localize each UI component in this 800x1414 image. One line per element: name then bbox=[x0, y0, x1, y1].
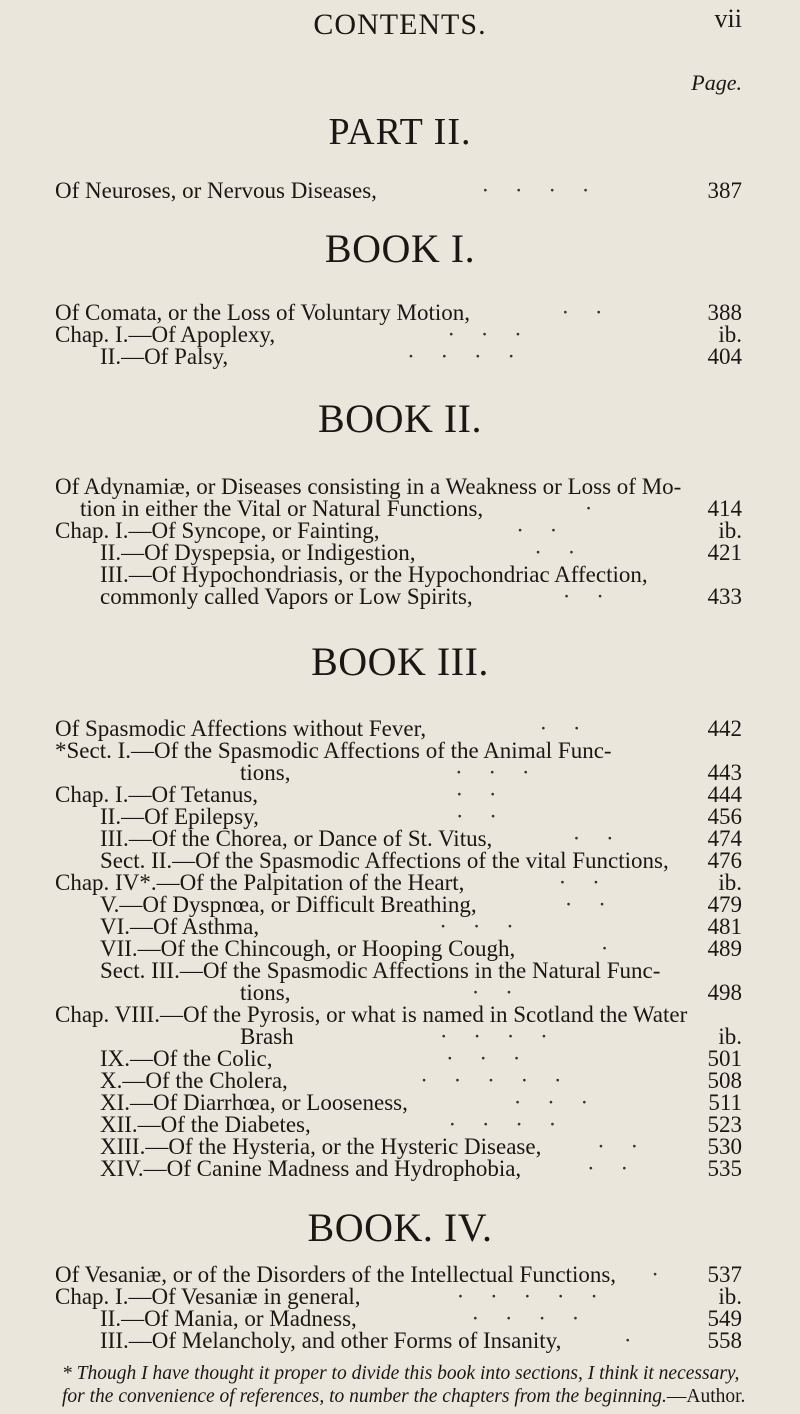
toc-entry: Of Vesaniæ, or of the Disorders of the Intellectual Functions, · 537 bbox=[55, 1262, 742, 1287]
toc-entry-page: 387 bbox=[707, 178, 742, 203]
toc-entry-page: 511 bbox=[708, 1090, 742, 1115]
toc-entry-text: III.—Of Melancholy, and other Forms of Insanity, bbox=[100, 1328, 562, 1353]
toc-entry-page: 549 bbox=[707, 1306, 742, 1331]
toc-entry: IX.—Of the Colic, · · · 501 bbox=[100, 1046, 742, 1071]
page-column-label: Page. bbox=[691, 70, 742, 95]
toc-entry-page: 442 bbox=[707, 716, 742, 741]
toc-entry-page: 558 bbox=[707, 1328, 742, 1353]
toc-entry: commonly called Vapors or Low Spirits, · · 433 bbox=[100, 584, 742, 609]
toc-entry: V.—Of Dyspnœa, or Difficult Breathing, · · 479 bbox=[100, 892, 742, 917]
toc-entry-text: XII.—Of the Diabetes, bbox=[100, 1112, 311, 1137]
toc-entry: VI.—Of Asthma, · · · 481 bbox=[100, 914, 742, 939]
toc-entry: tions, · · · 443 bbox=[240, 760, 742, 785]
toc-entry-text: Of Neuroses, or Nervous Diseases, bbox=[55, 178, 377, 203]
toc-entry-text: VI.—Of Asthma, bbox=[100, 914, 260, 939]
toc-entry: Chap. I.—Of Tetanus, · · 444 bbox=[55, 782, 742, 807]
toc-entry-page: 474 bbox=[707, 826, 742, 851]
toc-entry: Chap. IV*.—Of the Palpitation of the Heart, · · ib. bbox=[55, 870, 742, 895]
toc-entry-text: IX.—Of the Colic, bbox=[100, 1046, 273, 1071]
toc-entry-text: II.—Of Mania, or Madness, bbox=[100, 1306, 357, 1331]
toc-entry-text: XI.—Of Diarrhœa, or Looseness, bbox=[100, 1090, 408, 1115]
toc-entry: XII.—Of the Diabetes, · · · · 523 bbox=[100, 1112, 742, 1137]
book-title: BOOK III. bbox=[311, 639, 489, 684]
toc-entry-text: Chap. I.—Of Tetanus, bbox=[55, 782, 259, 807]
toc-entry-text: Of Vesaniæ, or of the Disorders of the Intellectual Functions, bbox=[55, 1262, 617, 1287]
toc-entry: Chap. I.—Of Vesaniæ in general, · · · · · ib. bbox=[55, 1284, 742, 1309]
toc-entry: tions, · · 498 bbox=[240, 980, 742, 1005]
toc-entry-page: 508 bbox=[707, 1068, 742, 1093]
toc-line: Of Adynamiæ, or Diseases consisting in a Weakness or Loss of Mo- bbox=[55, 474, 682, 499]
toc-entry: Chap. I.—Of Apoplexy, · · · ib. bbox=[55, 322, 742, 347]
toc-entry-page: 443 bbox=[707, 760, 742, 785]
toc-entry-text: Chap. I.—Of Syncope, or Fainting, bbox=[55, 518, 380, 543]
toc-entry-text: tion in either the Vital or Natural Functions, bbox=[80, 496, 484, 521]
toc-entry-page: ib. bbox=[718, 322, 742, 347]
toc-entry-text: II.—Of Palsy, bbox=[100, 344, 229, 369]
toc-entry-text: Brash bbox=[240, 1024, 294, 1049]
toc-entry-page: 456 bbox=[707, 804, 742, 829]
book-title: BOOK. IV. bbox=[307, 1205, 493, 1250]
toc-line: Sect. III.—Of the Spasmodic Affections in the Natural Func- bbox=[100, 958, 661, 983]
running-title: CONTENTS. bbox=[313, 8, 487, 41]
toc-entry-text: Chap. I.—Of Apoplexy, bbox=[55, 322, 276, 347]
toc-entry-page: 530 bbox=[707, 1134, 742, 1159]
toc-entry: III.—Of the Chorea, or Dance of St. Vitus, · · 474 bbox=[100, 826, 742, 851]
toc-entry-page: ib. bbox=[718, 1024, 742, 1049]
toc-entry: Of Comata, or the Loss of Voluntary Motion, · · 388 bbox=[55, 300, 742, 325]
toc-entry: Chap. I.—Of Syncope, or Fainting, · · ib. bbox=[55, 518, 742, 543]
toc-entry-page: 476 bbox=[707, 848, 742, 873]
toc-entry-text: II.—Of Epilepsy, bbox=[100, 804, 259, 829]
toc-entry-text: tions, bbox=[240, 980, 291, 1005]
footnote-text: * Though I have thought it proper to divide this book into sections, I think it necessary, for the convenience of references, to number the chapters from the beginning. bbox=[62, 1363, 740, 1408]
toc-entry: II.—Of Palsy, · · · · 404 bbox=[100, 344, 742, 369]
toc-entry-page: 523 bbox=[707, 1112, 742, 1137]
toc-entry-text: II.—Of Dyspepsia, or Indigestion, bbox=[100, 540, 416, 565]
toc-entry: XIV.—Of Canine Madness and Hydrophobia, · · 535 bbox=[100, 1156, 742, 1181]
toc-entry: XIII.—Of the Hysteria, or the Hysteric Disease, · · 530 bbox=[100, 1134, 742, 1159]
toc-entry-page: 481 bbox=[707, 914, 742, 939]
toc-entry: VII.—Of the Chincough, or Hooping Cough, · 489 bbox=[100, 936, 742, 961]
toc-line: *Sect. I.—Of the Spasmodic Affections of the Animal Func- bbox=[55, 738, 612, 763]
footnote bbox=[62, 1362, 752, 1409]
toc-entry-page: 498 bbox=[707, 980, 742, 1005]
toc-entry: Of Neuroses, or Nervous Diseases, · · · · 387 bbox=[55, 178, 742, 203]
toc-entry: Brash · · · · ib. bbox=[240, 1024, 742, 1049]
toc-line: Chap. VIII.—Of the Pyrosis, or what is named in Scotland the Water bbox=[55, 1002, 688, 1027]
toc-entry-page: 501 bbox=[707, 1046, 742, 1071]
book-title: BOOK I. bbox=[324, 226, 476, 271]
toc-entry-text: commonly called Vapors or Low Spirits, bbox=[100, 584, 473, 609]
toc-entry-page: 433 bbox=[707, 584, 742, 609]
toc-entry-text: Sect. II.—Of the Spasmodic Affections of the vital Functions, bbox=[100, 848, 669, 873]
toc-entry-text: VII.—Of the Chincough, or Hooping Cough, bbox=[100, 936, 516, 961]
toc-entry: II.—Of Dyspepsia, or Indigestion, · · 421 bbox=[100, 540, 742, 565]
toc-entry-text: V.—Of Dyspnœa, or Difficult Breathing, bbox=[100, 892, 477, 917]
toc-entry-text: tions, bbox=[240, 760, 291, 785]
toc-entry-page: 489 bbox=[707, 936, 742, 961]
toc-entry: II.—Of Mania, or Madness, · · · · 549 bbox=[100, 1306, 742, 1331]
toc-entry-page: 535 bbox=[707, 1156, 742, 1181]
toc-entry: tion in either the Vital or Natural Functions, · 414 bbox=[80, 496, 742, 521]
toc-line: III.—Of Hypochondriasis, or the Hypochondriac Affection, bbox=[100, 562, 648, 587]
toc-entry-page: 421 bbox=[707, 540, 742, 565]
toc-entry-text: Of Spasmodic Affections without Fever, bbox=[55, 716, 427, 741]
toc-entry-page: ib. bbox=[718, 870, 742, 895]
toc-entry: Of Spasmodic Affections without Fever, · · 442 bbox=[55, 716, 742, 741]
toc-entry-page: 388 bbox=[707, 300, 742, 325]
toc-entry: X.—Of the Cholera, · · · · · 508 bbox=[100, 1068, 742, 1093]
book-title: BOOK II. bbox=[318, 396, 482, 441]
toc-entry-page: 479 bbox=[707, 892, 742, 917]
toc-entry: XI.—Of Diarrhœa, or Looseness, · · · 511 bbox=[100, 1090, 742, 1115]
toc-entry-text: XIV.—Of Canine Madness and Hydrophobia, bbox=[100, 1156, 522, 1181]
toc-entry-page: 537 bbox=[707, 1262, 742, 1287]
toc-entry-page: ib. bbox=[718, 518, 742, 543]
toc-entry-text: Chap. IV*.—Of the Palpitation of the Heart, bbox=[55, 870, 465, 895]
toc-entry-text: Chap. I.—Of Vesaniæ in general, bbox=[55, 1284, 361, 1309]
part-title: PART II. bbox=[328, 111, 472, 153]
toc-entry-text: III.—Of the Chorea, or Dance of St. Vitus, bbox=[100, 826, 493, 851]
footnote-author: —Author. bbox=[666, 1386, 746, 1408]
toc-entry-text: XIII.—Of the Hysteria, or the Hysteric Disease, bbox=[100, 1134, 542, 1159]
toc-entry: II.—Of Epilepsy, · · 456 bbox=[100, 804, 742, 829]
toc-entry-text: Of Comata, or the Loss of Voluntary Motion, bbox=[55, 300, 471, 325]
toc-entry-page: ib. bbox=[718, 1284, 742, 1309]
toc-entry-text: X.—Of the Cholera, bbox=[100, 1068, 288, 1093]
toc-entry-page: 414 bbox=[707, 496, 742, 521]
toc-entry-page: 404 bbox=[707, 344, 742, 369]
toc-entry: III.—Of Melancholy, and other Forms of Insanity, · 558 bbox=[100, 1328, 742, 1353]
toc-entry-page: 444 bbox=[707, 782, 742, 807]
folio: vii bbox=[714, 4, 742, 33]
